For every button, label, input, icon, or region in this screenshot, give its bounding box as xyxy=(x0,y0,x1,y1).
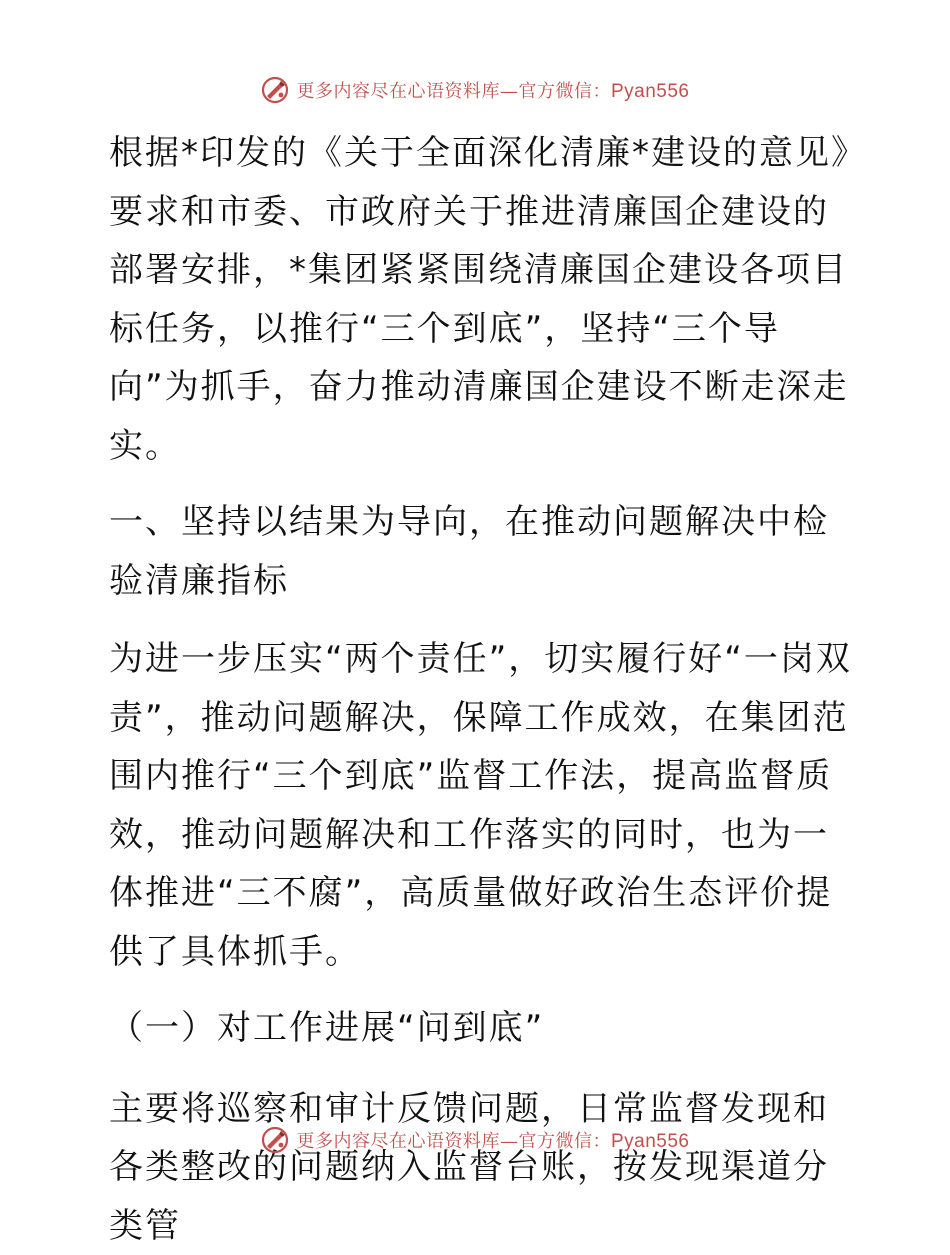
footer-banner-cn: 更多内容尽在心语资料库—官方微信： xyxy=(296,1131,611,1152)
heading-subsection-1: （一）对工作进展“问到底” xyxy=(97,999,857,1058)
header-banner-cn: 更多内容尽在心语资料库—官方微信： xyxy=(296,81,611,102)
heading-section-1: 一、坚持以结果为导向，在推动问题解决中检验清廉指标 xyxy=(97,493,857,610)
footer-watermark-banner xyxy=(0,1120,950,1160)
paragraph-intro: 根据*印发的《关于全面深化清廉*建设的意见》要求和市委、市政府关于推进清廉国企建设的部署安排，*集团紧紧围绕清廉国企建设各项目标任务，以推行“三个到底”，坚持“三个导向”为抓手，奋力推动清廉国企建设不断走深走实。 xyxy=(97,124,857,475)
pen-logo-icon xyxy=(260,1125,290,1155)
paragraph-section-1-body: 为进一步压实“两个责任”，切实履行好“一岗双责”，推动问题解决，保障工作成效，在集团范围内推行“三个到底”监督工作法，提高监督质效，推动问题解决和工作落实的同时，也为一体推进“三不腐”，高质量做好政治生态评价提供了具体抓手。 xyxy=(97,630,857,981)
footer-banner-wechat-id: Pyan556 xyxy=(611,1131,690,1152)
pen-logo-icon xyxy=(260,75,290,105)
paragraph-subsection-1-body: 主要将巡察和审计反馈问题，日常监督发现和各类整改的问题纳入监督台账，按发现渠道分类管 xyxy=(97,1080,857,1255)
header-watermark-banner xyxy=(0,70,950,110)
footer-banner-text xyxy=(296,1127,689,1153)
header-banner-text xyxy=(296,77,689,103)
document-body xyxy=(97,124,857,1255)
header-banner-wechat-id: Pyan556 xyxy=(611,81,690,102)
